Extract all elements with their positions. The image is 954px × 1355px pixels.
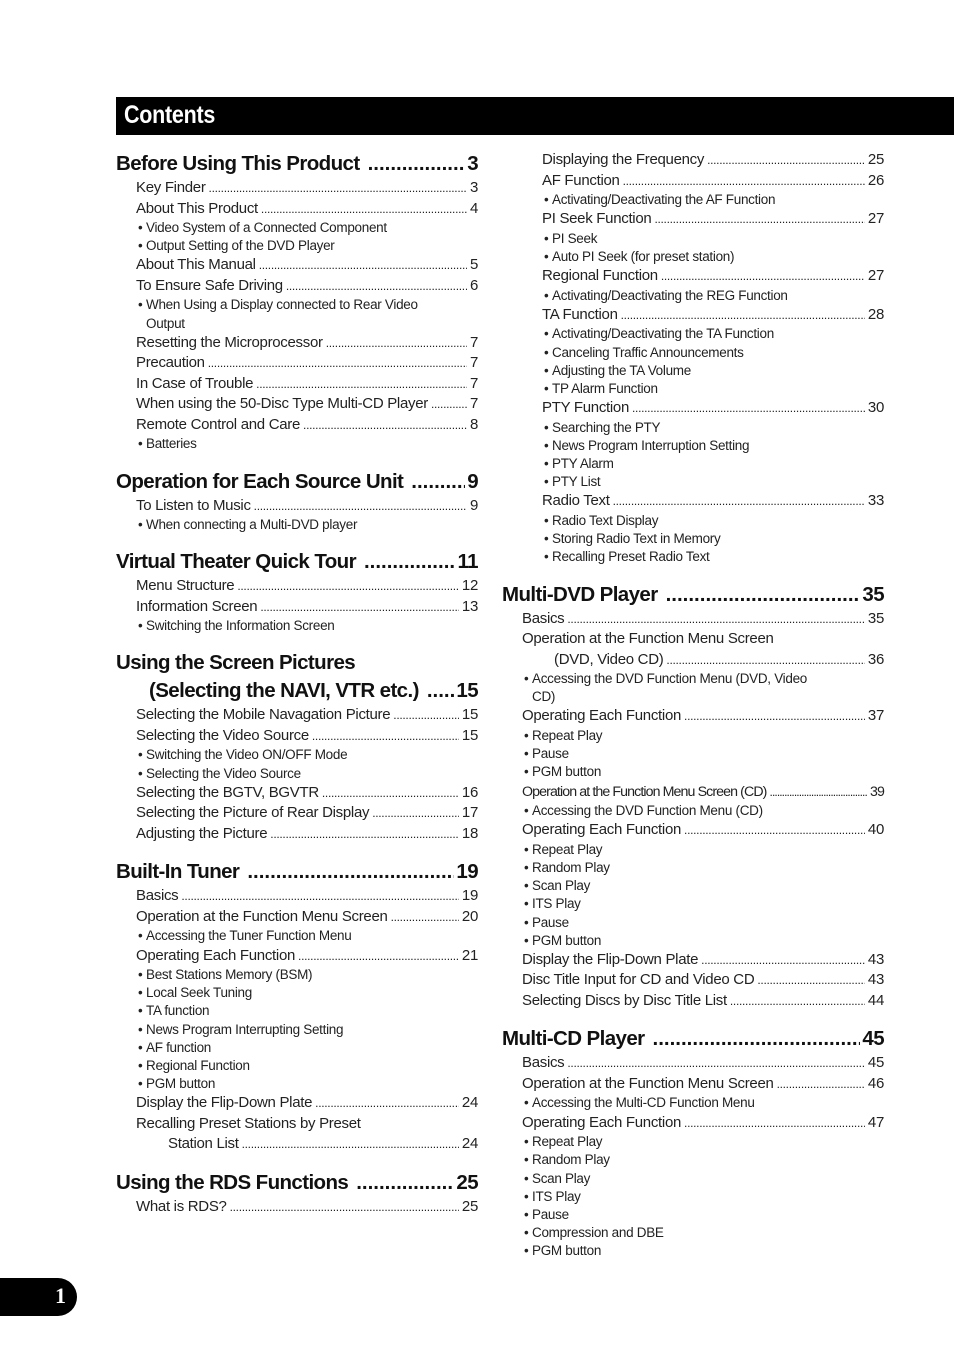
- toc-entry[interactable]: Displaying the Frequency ..... 25: [522, 150, 884, 171]
- toc-subentry: • Accessing the DVD Function Menu (CD): [524, 803, 763, 819]
- toc-subentry: • PTY List: [544, 474, 601, 490]
- toc-subentry: • Video System of a Connected Component: [138, 220, 387, 235]
- toc-entry[interactable]: Selecting the Video Source ..... 15: [116, 726, 478, 747]
- toc-entry[interactable]: To Ensure Safe Driving ..... 6: [116, 276, 478, 297]
- toc-section-heading[interactable]: Using the Screen Pictures (Selecting the NAVI, VTR etc.) ..... 15: [116, 649, 478, 705]
- toc-entry[interactable]: In Case of Trouble ..... 7: [116, 374, 478, 395]
- toc-subentry: • Accessing the DVD Function Menu (DVD, Video CD): [524, 671, 807, 705]
- toc-section-heading[interactable]: Built-In Tuner ..... 19: [116, 858, 478, 886]
- toc-entry[interactable]: Basics ..... 45: [502, 1053, 884, 1074]
- toc-subentry: • When Using a Display connected to Rear Video Output: [138, 297, 418, 331]
- toc-subentry: • Pause: [524, 746, 569, 762]
- toc-subentry: • Output Setting of the DVD Player: [138, 238, 335, 254]
- toc-left-column: [116, 150, 478, 1217]
- toc-subentry: • Activating/Deactivating the TA Function: [544, 326, 774, 342]
- toc-subentry: • Auto PI Seek (for preset station): [544, 248, 735, 264]
- toc-entry[interactable]: Operation at the Function Menu Screen (CD) ..... 39: [502, 782, 884, 803]
- toc-entry[interactable]: Basics ..... 35: [502, 609, 884, 630]
- toc-section-heading[interactable]: Virtual Theater Quick Tour ..... 11: [116, 548, 478, 576]
- toc-entry[interactable]: Regional Function ..... 27: [522, 266, 884, 287]
- toc-entry[interactable]: When using the 50-Disc Type Multi-CD Player ..... 7: [116, 394, 478, 415]
- toc-entry[interactable]: Selecting the Mobile Navagation Picture ..... 15: [116, 705, 478, 726]
- toc-entry[interactable]: About This Product ..... 4: [116, 199, 478, 220]
- toc-entry[interactable]: Selecting the BGTV, BGVTR ..... 16: [116, 783, 478, 804]
- page-number-tab: [0, 1278, 77, 1316]
- toc-section-heading[interactable]: Multi-CD Player ..... 45: [502, 1025, 884, 1053]
- toc-subentry: • TA function: [138, 1003, 210, 1019]
- toc-subentry: • Adjusting the TA Volume: [544, 362, 691, 378]
- toc-entry[interactable]: Resetting the Microprocessor ..... 7: [116, 333, 478, 354]
- toc-subentry: • ITS Play: [524, 1188, 581, 1204]
- toc-subentry: • Switching the Information Screen: [138, 618, 335, 634]
- toc-entry[interactable]: Operating Each Function ..... 40: [502, 820, 884, 841]
- toc-subentry: • Pause: [524, 1207, 569, 1222]
- toc-section-built-in-tuner: [116, 858, 478, 1155]
- toc-subentry: • PGM button: [138, 1076, 216, 1092]
- page-title: Contents: [124, 101, 216, 129]
- toc-subentry: • PI Seek: [544, 230, 598, 246]
- toc-subentry: • Radio Text Display: [544, 512, 659, 528]
- toc-subentry: • News Program Interruption Setting: [544, 437, 750, 453]
- toc-section-heading[interactable]: Multi-DVD Player ..... 35: [502, 581, 884, 609]
- toc-entry[interactable]: Operation at the Function Menu Screen ..... 20: [116, 907, 478, 928]
- toc-entry[interactable]: Operating Each Function ..... 37: [502, 706, 884, 727]
- toc-entry[interactable]: Remote Control and Care ..... 8: [116, 415, 478, 436]
- toc-subentry: • Pause: [524, 914, 569, 930]
- toc-subentry: • PTY Alarm: [544, 456, 614, 472]
- toc-entry[interactable]: Operating Each Function ..... 47: [502, 1113, 884, 1134]
- toc-subentry: • PGM button: [524, 764, 602, 780]
- toc-entry[interactable]: Radio Text ..... 33: [522, 491, 884, 512]
- toc-entry[interactable]: Operating Each Function ..... 21: [116, 946, 478, 967]
- toc-entry[interactable]: TA Function ..... 28: [522, 305, 884, 326]
- toc-entry[interactable]: Precaution ..... 7: [116, 353, 478, 374]
- toc-subentry: • Selecting the Video Source: [138, 765, 301, 781]
- toc-section-operation-source: [116, 468, 478, 535]
- toc-section-rds-continued: [522, 150, 884, 567]
- toc-entry[interactable]: Disc Title Input for CD and Video CD ..... 43: [502, 970, 884, 991]
- toc-subentry: • Repeat Play: [524, 727, 603, 743]
- toc-subentry: • Searching the PTY: [544, 419, 661, 435]
- toc-entry[interactable]: PI Seek Function ..... 27: [522, 209, 884, 230]
- toc-subentry: • Recalling Preset Radio Text: [544, 549, 710, 565]
- toc-entry[interactable]: Basics ..... 19: [116, 886, 478, 907]
- toc-entry[interactable]: Information Screen ..... 13: [116, 597, 478, 618]
- toc-entry[interactable]: PTY Function ..... 30: [522, 398, 884, 419]
- toc-entry[interactable]: Recalling Preset Stations by Preset Station List ..... 24: [116, 1114, 478, 1155]
- toc-subentry: • Accessing the Tuner Function Menu: [138, 928, 352, 944]
- toc-section-multi-dvd: [502, 581, 884, 1012]
- toc-subentry: • Repeat Play: [524, 841, 603, 857]
- toc-section-heading[interactable]: Using the RDS Functions ..... 25: [116, 1169, 478, 1197]
- toc-entry[interactable]: Display the Flip-Down Plate ..... 24: [116, 1093, 478, 1114]
- toc-subentry: • AF function: [138, 1039, 211, 1055]
- toc-entry[interactable]: About This Manual ..... 5: [116, 255, 478, 276]
- toc-section-heading[interactable]: Before Using This Product ..... 3: [116, 150, 478, 178]
- toc-subentry: • Regional Function: [138, 1058, 250, 1074]
- toc-subentry: • Random Play: [524, 1152, 610, 1168]
- toc-subentry: • TP Alarm Function: [544, 380, 658, 396]
- toc-subentry: • PGM button: [524, 1243, 602, 1259]
- page-number: 1: [55, 1283, 66, 1308]
- toc-subentry: • Compression and DBE: [524, 1225, 664, 1241]
- toc-section-rds: [116, 1169, 478, 1218]
- toc-subentry: • When connecting a Multi-DVD player: [138, 517, 358, 533]
- toc-entry[interactable]: Operation at the Function Menu Screen (DVD, Video CD) ..... 36: [502, 629, 884, 670]
- toc-subentry: • Local Seek Tuning: [138, 985, 252, 1001]
- toc-subentry: • ITS Play: [524, 896, 581, 912]
- toc-entry[interactable]: To Listen to Music ..... 9: [116, 496, 478, 517]
- toc-subentry: • Batteries: [138, 436, 197, 452]
- toc-entry[interactable]: Adjusting the Picture ..... 18: [116, 824, 478, 845]
- toc-subentry: • Scan Play: [524, 878, 591, 894]
- toc-right-column: [502, 150, 884, 1261]
- toc-subentry: • Activating/Deactivating the AF Function: [544, 192, 776, 207]
- toc-section-heading[interactable]: Operation for Each Source Unit ..... 9: [116, 468, 478, 496]
- toc-section-multi-cd: [502, 1025, 884, 1260]
- toc-section-screen-pictures: [116, 649, 478, 844]
- contents-banner: [116, 97, 954, 135]
- toc-subentry: • News Program Interrupting Setting: [138, 1021, 344, 1037]
- toc-entry[interactable]: Key Finder ..... 3: [116, 178, 478, 199]
- toc-entry[interactable]: Display the Flip-Down Plate ..... 43: [502, 950, 884, 971]
- toc-subentry: • Activating/Deactivating the REG Function: [544, 287, 788, 303]
- toc-subentry: • PGM button: [524, 932, 602, 948]
- toc-section-before-using: [116, 150, 478, 454]
- toc-subentry: • Switching the Video ON/OFF Mode: [138, 747, 348, 763]
- toc-entry[interactable]: Operation at the Function Menu Screen ..... 46: [502, 1074, 884, 1095]
- toc-entry[interactable]: What is RDS? ..... 25: [116, 1197, 478, 1218]
- toc-subentry: • Storing Radio Text in Memory: [544, 531, 721, 547]
- toc-subentry: • Accessing the Multi-CD Function Menu: [524, 1095, 755, 1111]
- toc-section-virtual-theater: [116, 548, 478, 635]
- toc-subentry: • Canceling Traffic Announcements: [544, 344, 744, 360]
- toc-entry[interactable]: AF Function ..... 26: [522, 171, 884, 192]
- toc-entry[interactable]: Menu Structure ..... 12: [116, 576, 478, 597]
- toc-subentry: • Scan Play: [524, 1170, 591, 1186]
- toc-entry[interactable]: Selecting the Picture of Rear Display ..... 17: [116, 803, 478, 824]
- toc-subentry: • Best Stations Memory (BSM): [138, 967, 313, 983]
- toc-entry[interactable]: Selecting Discs by Disc Title List ..... 44: [502, 991, 884, 1012]
- toc-subentry: • Repeat Play: [524, 1134, 603, 1150]
- toc-subentry: • Random Play: [524, 859, 610, 875]
